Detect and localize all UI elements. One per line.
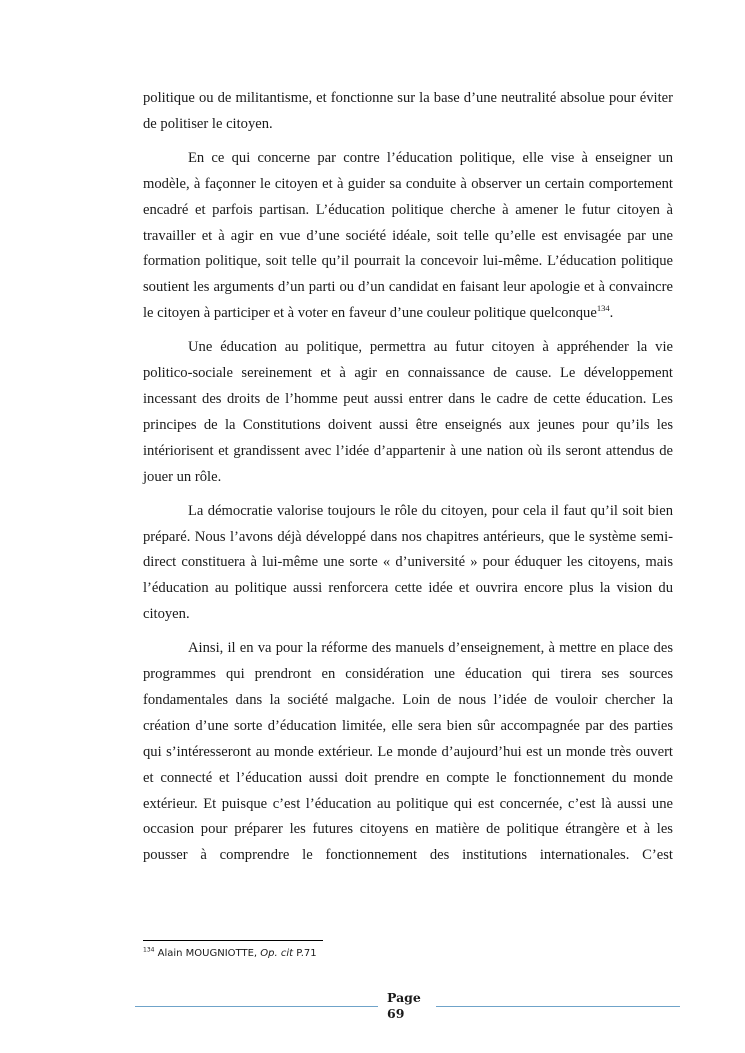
paragraph-3-text: Une éducation au politique, permettra au futur citoyen à appréhender la vie politico-sociale sereinement et à agir en connaissance de cause. Le développement incessant des droits de l’homme peut aussi entrer dans le cadre de cette éducation. Les principes de la Constitutions doivent aussi être enseignés aux jeunes pour qu’ils les intériorisent et grandissent avec l’idée d’appartenir à une nation où ils seront attendus de jouer un rôle.: [143, 339, 673, 485]
paragraph-5-text: Ainsi, il en va pour la réforme des manuels d’enseignement, à mettre en place des programmes qui prendront en considération une éducation qui tirera ses sources fondamentales dans la société malgache. Loin de nous l’idée de vouloir chercher la création d’une sorte d’éducation limitée, elle sera bien sûr accompagnée par des parties qui s’intéresseront au monde extérieur. Le monde d’aujourd’hui est un monde très ouvert et connecté et l’éducation aussi doit prendre en compte le fonctionnement du monde extérieur. Et puisque c’est l’éducation au politique qui est concernée, c’est là aussi une occasion pour préparer les futures citoyens en matière de politique étrangère et à les pousser à comprendre le fonctionnement des institutions internationales. C’est: [143, 640, 673, 864]
footer-rule-right: [436, 1006, 680, 1007]
page-label: Page: [387, 990, 421, 1005]
paragraph-1-text: politique ou de militantisme, et fonctionne sur la base d’une neutralité absolue pour éviter de politiser le citoyen.: [143, 90, 673, 132]
paragraph-5: [143, 636, 673, 869]
footnote-page-ref: P.71: [293, 948, 317, 959]
footnote-reference[interactable]: 134: [596, 303, 610, 314]
page-number: 69: [387, 1006, 405, 1021]
paragraph-2-text: En ce qui concerne par contre l’éducation politique, elle vise à enseigner un modèle, à façonner le citoyen et à guider sa conduite à observer un certain comportement encadré et parfois partisan. L’éducation politique cherche à amener le futur citoyen à travailler et à agir en vue d’une société idéale, soit telle qu’elle est envisagée par une formation politique, soit telle qu’il pourrait la concevoir lui-même. L’éducation politique soutient les arguments d’un parti ou d’un candidat en faisant leur apologie et à convaincre le citoyen à participer et à voter en faveur d’une couleur politique quelconque: [143, 149, 673, 322]
paragraph-3: [143, 335, 673, 490]
paragraph-4-text: La démocratie valorise toujours le rôle du citoyen, pour cela il faut qu’il soit bien préparé. Nous l’avons déjà développé dans nos chapitres antérieurs, que le système semi-direct constituera à lui-même une sorte « d’université » pour éduquer les citoyens, mais l’éducation au politique aussi renforcera cette idée et ouvrira encore plus la vision du citoyen.: [143, 502, 673, 623]
footnote-work: Op. cit: [260, 948, 294, 959]
paragraph-2: [143, 146, 673, 327]
footnote-author: Alain MOUGNIOTTE,: [157, 948, 261, 959]
body-text: [143, 86, 673, 869]
footnote-number: 134: [143, 946, 155, 954]
footnote: [143, 947, 317, 961]
footnote-separator: [143, 940, 323, 941]
footer-rule-left: [135, 1006, 378, 1007]
paragraph-4: [143, 499, 673, 629]
paragraph-2-end: .: [609, 305, 614, 322]
page-number-block: [387, 990, 432, 1022]
paragraph-1: [143, 86, 673, 138]
